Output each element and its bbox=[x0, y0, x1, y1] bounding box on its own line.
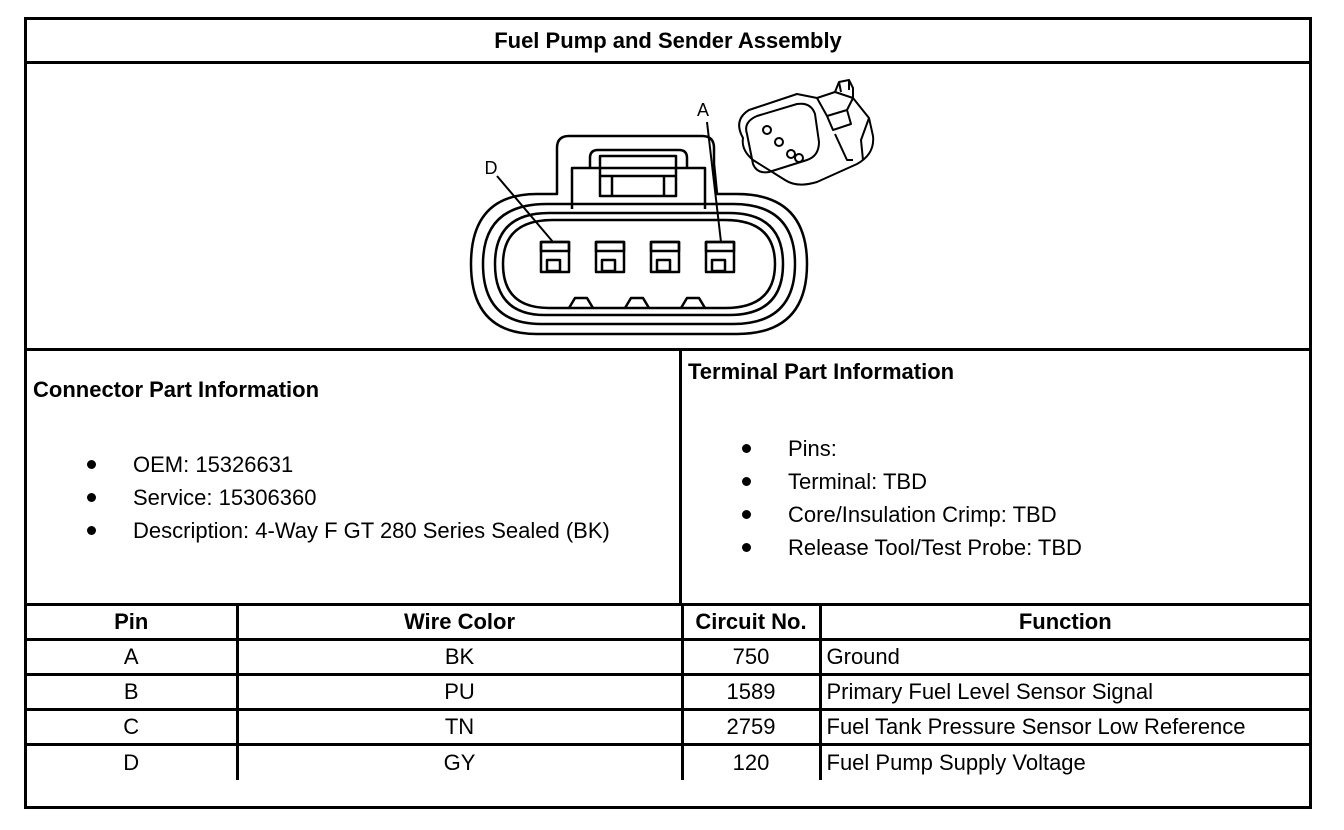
terminal-part-info bbox=[682, 351, 1309, 603]
bullet-icon bbox=[742, 543, 751, 552]
table-row bbox=[27, 675, 1309, 710]
cell-function: Ground bbox=[820, 640, 1309, 675]
cell-wire-color: GY bbox=[237, 745, 682, 780]
connector-drawing bbox=[27, 64, 1309, 351]
list-item: OEM: 15326631 bbox=[79, 448, 610, 481]
page-title: Fuel Pump and Sender Assembly bbox=[27, 20, 1309, 64]
cavity-c bbox=[596, 242, 624, 272]
table-row bbox=[27, 745, 1309, 780]
cell-function: Fuel Tank Pressure Sensor Low Reference bbox=[820, 710, 1309, 745]
bullet-icon bbox=[87, 526, 96, 535]
connector-outer-shell bbox=[471, 136, 807, 334]
connector-info-heading: Connector Part Information bbox=[33, 377, 320, 402]
table-row bbox=[27, 710, 1309, 745]
bullet-icon bbox=[742, 444, 751, 453]
list-item: Service: 15306360 bbox=[79, 481, 610, 514]
connector-part-info bbox=[27, 351, 682, 603]
terminal-info-heading: Terminal Part Information bbox=[688, 359, 955, 384]
terminal-info-list bbox=[734, 432, 1082, 564]
bullet-icon bbox=[87, 460, 96, 469]
list-item: Core/Insulation Crimp: TBD bbox=[734, 498, 1082, 531]
header-function: Function bbox=[820, 605, 1309, 640]
connector-figure bbox=[27, 64, 1309, 351]
list-item: Description: 4-Way F GT 280 Series Sealed (BK) bbox=[79, 514, 610, 547]
connector-sheet bbox=[24, 17, 1312, 809]
list-item: Release Tool/Test Probe: TBD bbox=[734, 531, 1082, 564]
table-header-row bbox=[27, 605, 1309, 640]
connector-iso-view bbox=[739, 80, 873, 185]
callout-label-a: A bbox=[696, 100, 710, 120]
pin-table bbox=[27, 603, 1309, 780]
header-circuit-no: Circuit No. bbox=[682, 605, 820, 640]
cell-pin: A bbox=[27, 640, 237, 675]
bullet-icon bbox=[742, 477, 751, 486]
header-pin: Pin bbox=[27, 605, 237, 640]
cavity-b bbox=[651, 242, 679, 272]
cell-wire-color: TN bbox=[237, 710, 682, 745]
connector-info-list bbox=[79, 448, 610, 547]
callout-leader-a bbox=[707, 122, 721, 242]
table-row bbox=[27, 640, 1309, 675]
cell-pin: C bbox=[27, 710, 237, 745]
callout-label-d: D bbox=[484, 158, 498, 178]
cell-pin: D bbox=[27, 745, 237, 780]
cell-circuit-no: 750 bbox=[682, 640, 820, 675]
cell-circuit-no: 2759 bbox=[682, 710, 820, 745]
bullet-icon bbox=[742, 510, 751, 519]
cell-wire-color: BK bbox=[237, 640, 682, 675]
cavity-a bbox=[706, 242, 734, 272]
bullet-icon bbox=[87, 493, 96, 502]
cell-function: Primary Fuel Level Sensor Signal bbox=[820, 675, 1309, 710]
header-wire-color: Wire Color bbox=[237, 605, 682, 640]
cavity-d bbox=[541, 242, 569, 272]
cell-circuit-no: 1589 bbox=[682, 675, 820, 710]
cell-pin: B bbox=[27, 675, 237, 710]
cell-circuit-no: 120 bbox=[682, 745, 820, 780]
list-item: Pins: bbox=[734, 432, 1082, 465]
cell-function: Fuel Pump Supply Voltage bbox=[820, 745, 1309, 780]
callout-leader-d bbox=[497, 176, 553, 242]
list-item: Terminal: TBD bbox=[734, 465, 1082, 498]
cell-wire-color: PU bbox=[237, 675, 682, 710]
